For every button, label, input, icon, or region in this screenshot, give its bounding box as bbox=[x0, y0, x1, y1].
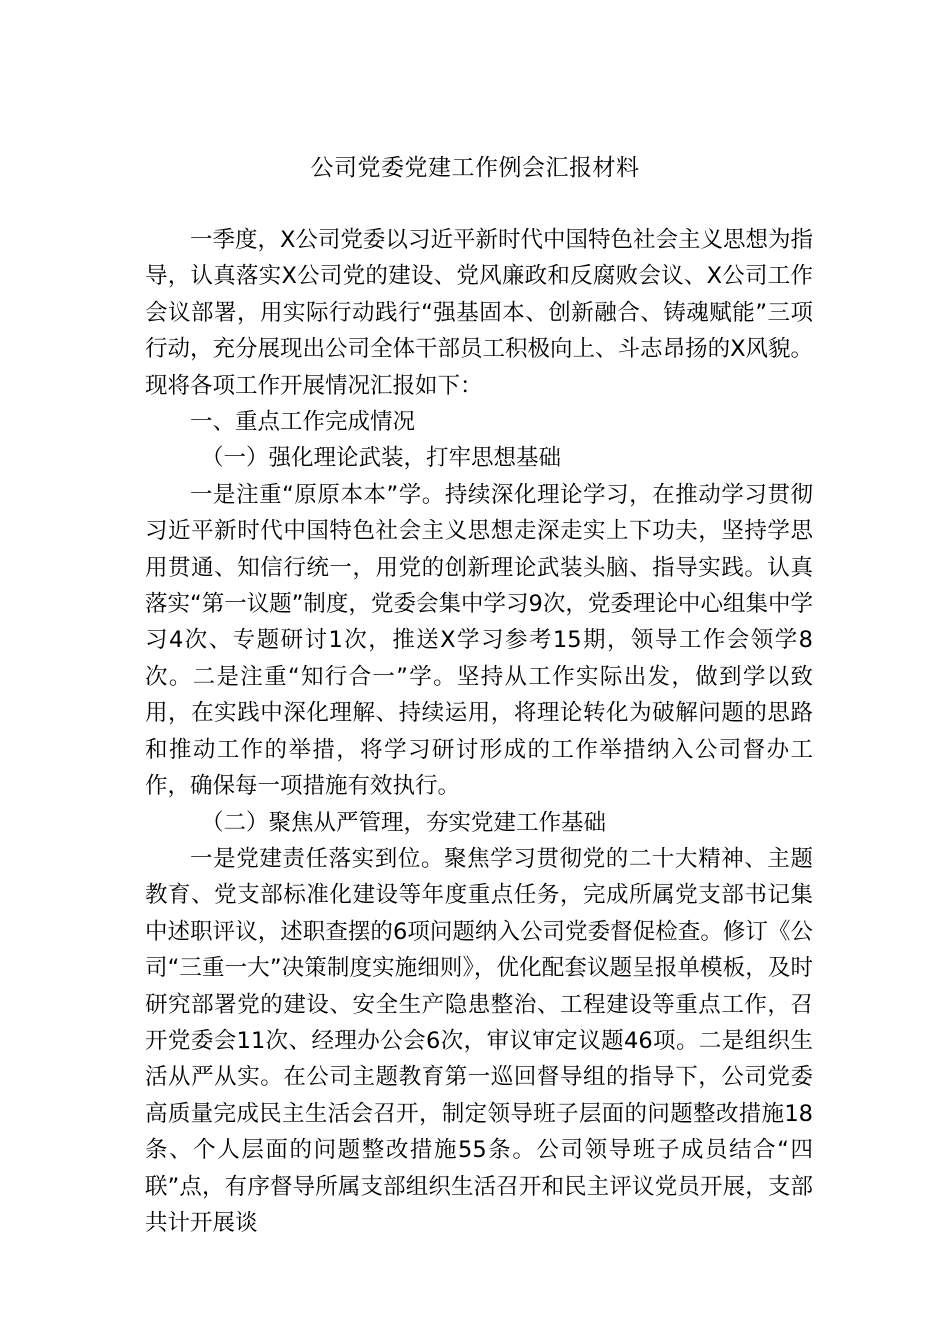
subsection-paragraph-1: 一是注重“原原本本”学。持续深化理论学习，在推动学习贯彻习近平新时代中国特色社会主义思想走深走实上下功夫，坚持学思用贯通、知信行统一，用党的创新理论武装头脑、指导实践。认真落实“第一议题”制度，党委会集中学习9次，党委理论中心组集中学习4次、专题研讨1次，推送X学习参考15期，领导工作会领学8次。二是注重“知行合一”学。坚持从工作实际出发，做到学以致用，在实践中深化理解、持续运用，将理论转化为破解问题的思路和推动工作的举措，将学习研讨形成的工作举措纳入公司督办工作，确保每一项措施有效执行。 bbox=[145, 481, 813, 800]
document-body bbox=[145, 222, 813, 1241]
subsection-paragraph-2: 一是党建责任落实到位。聚焦学习贯彻党的二十大精神、主题教育、党支部标准化建设等年度重点任务，完成所属党支部书记集中述职评议，述职查摆的6项问题纳入公司党委督促检查。修订《公司“三重一大”决策制度实施细则》，优化配套议题呈报单模板，及时研究部署党的建设、安全生产隐患整治、工程建设等重点工作，召开党委会11次、经理办公会6次，审议审定议题46项。二是组织生活从严从实。在公司主题教育第一巡回督导组的指导下，公司党委高质量完成民主生活会召开，制定领导班子层面的问题整改措施18条、个人层面的问题整改措施55条。公司领导班子成员结合“四联”点，有序督导所属支部组织生活召开和民主评议党员开展，支部共计开展谈 bbox=[145, 845, 813, 1236]
intro-paragraph: 一季度，X公司党委以习近平新时代中国特色社会主义思想为指导，认真落实X公司党的建设、党风廉政和反腐败会议、X公司工作会议部署，用实际行动践行“强基固本、创新融合、铸魂赋能”三项行动，充分展现出公司全体干部员工积极向上、斗志昂扬的X风貌。现将各项工作开展情况汇报如下： bbox=[145, 227, 813, 399]
subsection-heading-1: （一）强化理论武装，打牢思想基础 bbox=[201, 445, 562, 472]
section-heading: 一、重点工作完成情况 bbox=[190, 409, 416, 436]
subsection-heading-2: （二）聚焦从严管理，夯实党建工作基础 bbox=[201, 809, 607, 836]
document-title: 公司党委党建工作例会汇报材料 bbox=[310, 155, 640, 181]
